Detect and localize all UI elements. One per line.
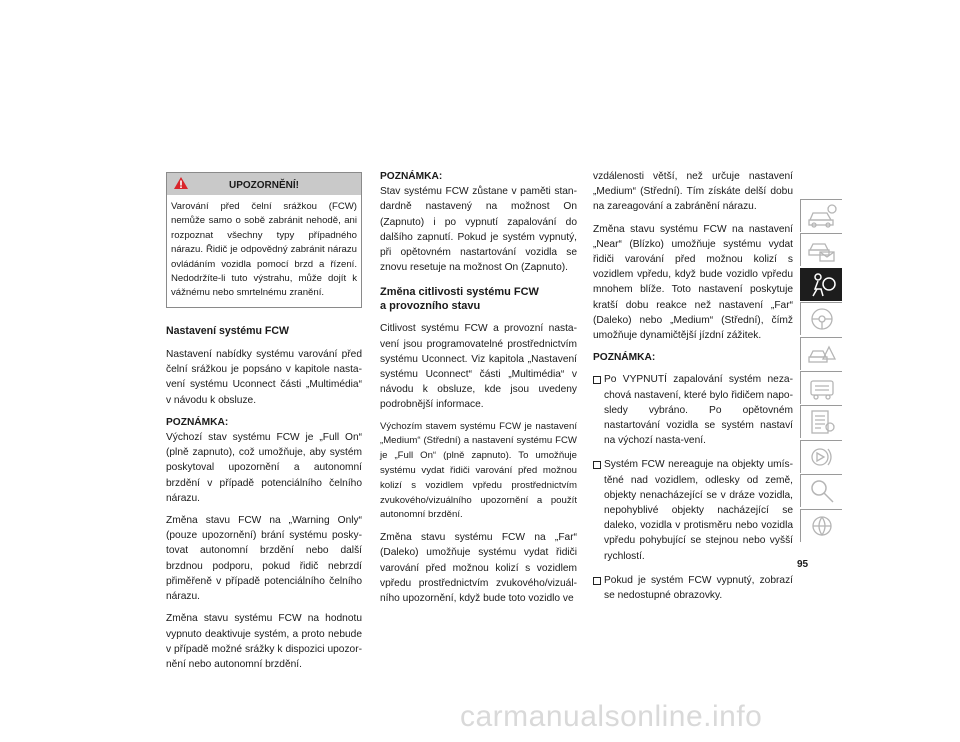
warning-text: Varování před čelní srážkou (FCW) nemůže samo o sobě zabránit nehodě, ani rozpoznat všechny typy případného nárazu. Řidič je odpovědný zabránit nárazu ovládáním vozidla pomocí brzd a řízení. Nedodržíte-li tuto výstrahu, může dojít k vážnému nebo smrtelnému zranění. [171, 201, 357, 299]
column-left [166, 172, 362, 679]
tab-index[interactable] [800, 474, 842, 507]
paragraph: Změna stavu systému FCW na nastavení „Near“ (Blízko) umožňuje systému vydat řidiči varování před možnou kolizí s vozidlem vpředu, když bude vozidlo vpředu mnohem blíže. Toto nastavení poskytuje kratší dobu reakce než nastavení „Far“ (Daleko) nebo „Medium“ (Střední), čímž umožňuje dynamičtější jízdní zážitek. [593, 223, 793, 342]
note-bullet-list [593, 372, 793, 603]
subheading-line-2: a provozního stavu [380, 300, 481, 313]
tab-keys[interactable] [800, 233, 842, 266]
tab-specifications[interactable] [800, 405, 842, 438]
search-index-icon [807, 478, 837, 504]
maintenance-checklist-icon [807, 409, 837, 435]
paragraph: Výchozím stavem systému FCW je nastavení „Medium“ (Střední) a nastavení systému FCW je „Full On“ (plně zapnuto). To umožňuje systému vydat řidiči varování před možnou kolizí s vozidlem vpředu prostřednictvím zvukového/vizuálního upozornění a použít autonomní brzdění. [380, 420, 577, 521]
steering-wheel-icon [807, 306, 837, 332]
car-info-icon [807, 203, 837, 229]
tab-driving[interactable] [800, 302, 842, 335]
note-label [593, 350, 793, 365]
tab-safety[interactable] [800, 268, 842, 301]
warning-title: UPOZORNĚNÍ! [229, 180, 299, 191]
list-item [593, 372, 793, 448]
paragraph: Změna stavu FCW na „Warning Only“ (pouze upozornění) brání systému posky-tovat autonomní brzdění nebo další brzdnou podporu, pokud řidič nebrzdí přiměřeně v případě potenciálního čelního nárazu. [166, 515, 362, 603]
list-item [593, 457, 793, 563]
note-label: POZNÁMKA: [166, 416, 229, 428]
checkbox-bullet-icon [593, 376, 601, 384]
multimedia-icon [807, 444, 837, 470]
section-heading-fcw-settings: Nastavení systému FCW [166, 324, 290, 337]
list-item [593, 573, 793, 603]
car-service-icon [807, 375, 837, 401]
note [380, 169, 577, 275]
warning-header [167, 173, 361, 195]
column-right [593, 169, 793, 612]
note-text: Stav systému FCW zůstane v paměti stan-dardně nastavený na možnost On (Zapnuto) i po vypnutí zapalování do dalšího zapnutí. Pokud je systém vypnutý, při opětovném nastartování vozidla se znovu resetuje na možnost On (Zapnuto). [380, 186, 577, 274]
airbag-passenger-icon [807, 272, 837, 298]
list-item-text: Po VYPNUTÍ zapalování systém neza-chová nastavení, které bylo řidičem napo-sledy vybráno. Po opětovném nastartování vozidla se systém nastaví na výchozí nasta-vení. [604, 374, 793, 447]
note-text: Výchozí stav systému FCW je „Full On“ (plně zapnuto), což umožňuje, aby systém poskytoval upozornění a autonomní brzdění v případě potenciálního čelního nárazu. [166, 432, 362, 504]
note-label: POZNÁMKA: [380, 171, 443, 182]
paragraph: vzdálenosti větší, než určuje nastavení „Medium“ (Střední). Tím získáte delší dobu na zareagování a zabránění nárazu. [593, 171, 793, 213]
tab-multimedia[interactable] [800, 440, 842, 473]
paragraph: Citlivost systému FCW a provozní nasta-vení jsou programovatelné prostřednictvím systému Uconnect. Viz kapitola „Nastavení systému Uconnect“ části „Multimédia“ v návodu k obsluze, kde jsou uvedeny podrobnější informace. [380, 323, 577, 411]
paragraph: Změna stavu systému FCW na hodnotu vypnuto deaktivuje systém, a proto nebude v případě možné srážky k dispozici upozor-nění nebo autonomní brzdění. [166, 613, 362, 670]
car-key-mail-icon [807, 237, 837, 263]
tab-emergency[interactable] [800, 337, 842, 370]
tab-servicing[interactable] [800, 371, 842, 404]
language-globe-icon [807, 513, 837, 539]
paragraph: Nastavení nabídky systému varování před čelní srážkou je popsáno v kapitole nasta-vení systému Uconnect části „Multimédia“ v návodu k obsluze. [166, 349, 362, 406]
checkbox-bullet-icon [593, 461, 601, 469]
note [166, 415, 362, 506]
paragraph: Změna stavu systému FCW na „Far“ (Daleko) umožňuje systému vydat řidiči varování před možnou kolizí s vozidlem vpředu prostřednictvím zvukového/vizuál-ního upozornění, když bude toto vozidlo ve [380, 532, 577, 605]
note-label-text: POZNÁMKA: [593, 352, 656, 364]
checkbox-bullet-icon [593, 577, 601, 585]
page-number: 95 [797, 559, 809, 570]
tab-car-info[interactable] [800, 199, 842, 232]
column-middle [380, 169, 577, 613]
car-warning-icon [807, 341, 837, 367]
subheading-fcw-sensitivity [380, 285, 577, 313]
tab-languages[interactable] [800, 509, 842, 542]
subheading-line-1: Změna citlivosti systému FCW [380, 286, 539, 299]
chapter-tabs [800, 199, 842, 543]
warning-box [166, 172, 362, 308]
watermark: carmanualsonline.info [460, 700, 763, 733]
list-item-text: Pokud je systém FCW vypnutý, zobrazí se nedostupné obrazovky. [604, 574, 793, 602]
list-item-text: Systém FCW nereaguje na objekty umís-těné nad vozidlem, odlesky od země, objekty nenacházející se v dráze vozidla, nepohyblivé objekty nacházející se daleko, vozidla v protisměru nebo vozidla vpředu pohybující se stejnou nebo vyšší rychlostí. [604, 459, 793, 562]
